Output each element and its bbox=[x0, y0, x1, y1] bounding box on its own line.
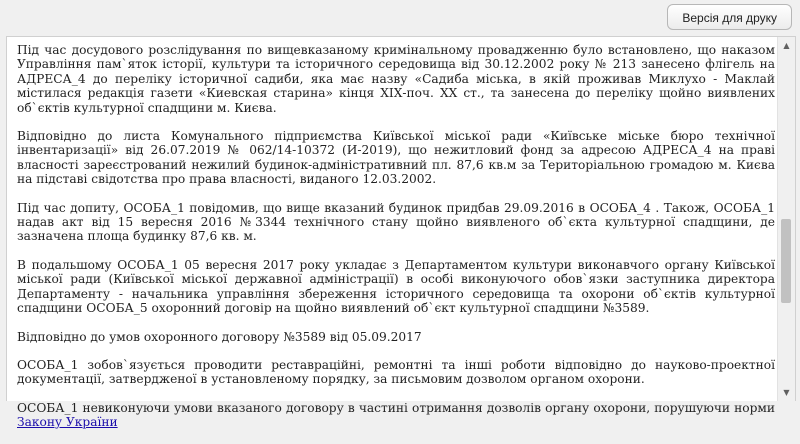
paragraph-violation-text: ОСОБА_1 невиконуючи умови вказаного договору в частині отримання дозволів органу охорони, порушуючи норми bbox=[17, 400, 775, 415]
paragraph-bti-letter: Відповідно до листа Комунального підприємства Київської міської ради «Київське міське бюро технічної інвентаризації» від 26.07.2019 № 062/14-10372 (И-2019), що нежитловий фонд за адресою АДРЕСА_4 на праві власності зареєстрований нежилий будинок-адміністративний пл. 87,6 кв.м за Територіальною громадою м. Києва на підставі свідотства про права власності, виданого 12.03.2002. bbox=[17, 129, 775, 187]
document-viewer[interactable] bbox=[6, 36, 796, 430]
paragraph-interrogation: Під час допиту, ОСОБА_1 повідомив, що вище вказаний будинок придбав 29.09.2016 в ОСОБА_4 . Також, ОСОБА_1 надав акт від 15 вересня 2016 №3344 технічного стану щойно виявленого об`єкта культурної спадщини, де зазначена площа будинку 87,6 кв. м. bbox=[17, 200, 775, 244]
paragraph-obligations: ОСОБА_1 зобов`язується проводити реставраційні, ремонтні та інші роботи відповідно до науково-проектної документації, затвердженої в установленому порядку, за письмовим дозволом органом охорони. bbox=[17, 357, 775, 387]
scrollbar-thumb[interactable] bbox=[781, 219, 791, 303]
triangle-down-icon[interactable]: ▼ bbox=[783, 388, 790, 397]
print-version-button[interactable]: Версія для друку bbox=[667, 4, 792, 30]
vertical-scrollbar[interactable] bbox=[777, 37, 795, 401]
paragraph-violation bbox=[17, 401, 775, 430]
paragraph-protection-agreement: В подальшому ОСОБА_1 05 вересня 2017 року укладає з Департаментом культури виконавчого органу Київської міської ради (Київської міської державної адміністрації) в особі виконуючого обов`язки заступника директора Департаменту - начальника управління збереження історичного середовища та охорони об`єктів культурної спадщини ОСОБА_5 охоронний договір на щойно виявлений об`єкт культурної спадщини №3589. bbox=[17, 257, 775, 316]
triangle-up-icon[interactable]: ▲ bbox=[783, 41, 790, 50]
paragraph-investigation: Під час досудового розслідування по вищевказаному кримінальному провадженню було встановлено, що наказом Управління пам`яток історії, культури та історичного середовища від 30.12.2002 року № 213 занесено флігель на АДРЕСА_4 до переліку історичної садиби, яка має назву «Садиба міська, в якій проживав Миклухо - Маклай містилася редакція газети «Киевская старина» кінця ХІХ-поч. ХХ ст., та занесена до переліку щойно виявлених об`єктів культурної спадщини м. Києва. bbox=[17, 43, 775, 115]
top-toolbar bbox=[0, 0, 800, 36]
law-link[interactable]: Закону України bbox=[17, 415, 118, 430]
paragraph-agreement-terms: Відповідно до умов охоронного договору №3589 від 05.09.2017 bbox=[17, 329, 422, 344]
document-text bbox=[17, 43, 775, 444]
